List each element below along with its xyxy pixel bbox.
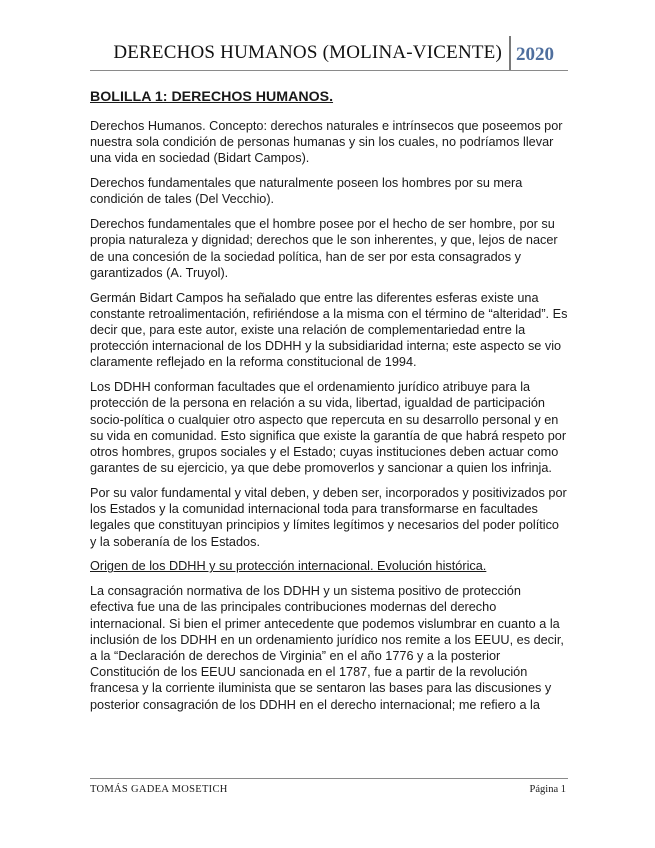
footer-author: TOMÁS GADEA MOSETICH [90,784,228,795]
paragraph-valor-fundamental: Por su valor fundamental y vital deben, y deben ser, incorporados y positivizados por los Estados y la comunidad internacional toda para transformarse en facultades legales que constituyan principios y límites legítimos y necesarios del poder político y la soberanía de los Estados. [90,486,567,549]
page-number: Página 1 [529,784,566,795]
header-title: DERECHOS HUMANOS (MOLINA-VICENTE) [113,42,502,63]
paragraph-del-vecchio: Derechos fundamentales que naturalmente poseen los hombres por su mera condición de tales (Del Vecchio). [90,176,523,207]
page-footer [90,778,568,795]
section-title: BOLILLA 1: DERECHOS HUMANOS. [90,89,334,105]
document-body [90,88,568,721]
header-rule [90,70,568,71]
subheading-origen: Origen de los DDHH y su protección internacional. Evolución histórica. [90,559,487,574]
paragraph-concept: Derechos Humanos. Concepto: derechos naturales e intrínsecos que poseemos por nuestra sola condición de personas humanas y sin los cuales, no podríamos llevar una vida en sociedad (Bidart Campos). [90,119,563,166]
header-year: 2020 [516,44,554,65]
page-header [90,36,568,72]
header-separator [509,36,511,70]
paragraph-truyol: Derechos fundamentales que el hombre posee por el hecho de ser hombre, por su propia naturaleza y dignidad; derechos que le son inherentes, y que, lejos de nacer de una concesión de la sociedad política, han de ser por esta consagrados y garantizados (A. Truyol). [90,217,558,280]
paragraph-facultades: Los DDHH conforman facultades que el ordenamiento jurídico atribuye para la protección de la persona en relación a su vida, libertad, igualdad de participación socio-política o cualquier otro aspecto que repercuta en su desarrollo personal y en su vida en comunidad. Esto significa que existe la garantía de que habrá respeto por otros hombres, grupos sociales y el Estado; cuyas instituciones deben actuar como garantes de su ejercicio, ya que debe promoverlos y sancionar a quien los infrinja. [90,380,567,476]
paragraph-bidart-campos: Germán Bidart Campos ha señalado que entre las diferentes esferas existe una constante retroalimentación, refiriéndose a la misma con el término de “alteridad”. Es decir que, para este autor, existe una relación de complementariedad entre la protección internacional de los DDHH y la subsidiaridad interna; este aspecto se vio claramente reflejado en la reforma constitucional de 1994. [90,290,568,370]
footer-rule [90,778,568,779]
paragraph-consagracion: La consagración normativa de los DDHH y un sistema positivo de protección efectiva fue una de las principales contribuciones modernas del derecho internacional. Si bien el primer antecedente que podemos vislumbrar en cuanto a la inclusión de los DDHH en un ordenamiento jurídico nos remite a los EEUU, es decir, a la “Declaración de derechos de Virginia” en el año 1776 y a la posterior Constitución de los EEUU sancionada en el 1787, fue a partir de la revolución francesa y la corriente iluminista que se sentaron las bases para las discusiones y posterior consagración de los DDHH en el derecho internacional; me refiero a la [90,584,564,712]
